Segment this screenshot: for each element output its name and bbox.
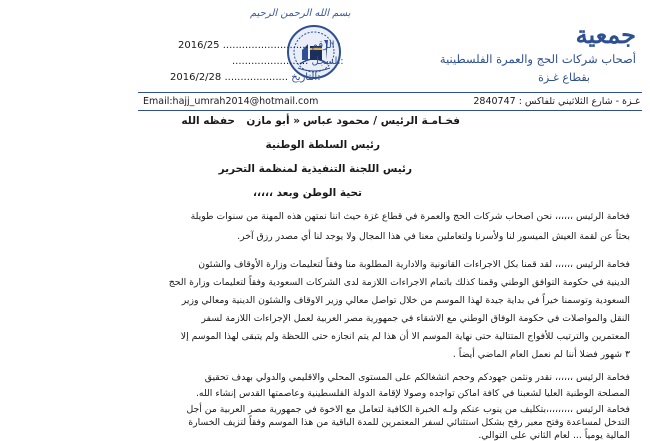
addressee-title-2: رئيس اللجنة التنفيذية لمنظمة التحرير [218,163,412,175]
paragraph-3-line: فخامة الرئيس ،،،،،، نقدر ونثمن جهودكم وحجم انشغالكم على المستوى المحلي والاقليمي والدولي بهدف تحقيق [204,372,630,383]
paragraph-4-line: التدخل لمساعدة وفتح معبر رفح بشكل استثنائي لسفر المعتمرين للمدة الباقية من هذا الموسم وفقاً لتزيف الخسارة [188,417,630,428]
registry-row: ........................ السجل: [232,56,344,67]
paragraph-4-line: فخامة الرئيس ،،،،،،،،،بتكليف من ينوب عنكم ولـه الخبرة الكافية لتعامل مع الاخوة في جمهورية مصر العربية من أجل [186,404,630,415]
header-divider-bottom [138,110,642,111]
org-subtitle: أصحاب شركات الحج والعمرة الفلسطينية [439,52,636,66]
paragraph-3-line: المصلحة الوطنية العليا لشعبنا في كافة اماكن تواجده وصولا لإقامة الدولة الفلسطينية وعاصمتها القدس إنشاء الله. [195,388,630,399]
paragraph-2-line: المعتمرين والترتيب للأفواج المتتالية حتى نهاية الموسم الا أن هذا لم يتم انجازه حتى اللحظة ولم يتبقى لهذا الموسم إلا [180,331,630,342]
bismillah: بسم الله الرحمن الرحيم [250,8,351,19]
paragraph-2-line: السعودية وتوسمنا خيراً في بداية جيدة لهذا الموسم من خلال تواصل معالي وزير الاوقاف والشئون الدينية ومعالي وزير [181,295,630,306]
address-line: غـزة - شارع الثلاثيني تلفاكس : 2840747 [473,96,640,107]
paragraph-2-line: ٣ شهور فضلا أننا لم نعمل العام الماضي أيضاً . [452,349,630,360]
addressee: فخـامـة الرئيس / محمود عباس [302,115,460,127]
org-region: بقطاع غـزة [538,71,590,84]
org-name: جمعية [575,20,636,49]
paragraph-4-line: المالية يومياً ... لعام الثاني على التوالي. [478,430,630,441]
paragraph-2-line: الدينية في حكومة التوافق الوطني وقمنا كذلك باتمام الاجراءات اللازمة لدى الشركات السعودية وفقاً لتعليمات وزارة الحج [168,277,630,288]
email-address: Email:hajj_umrah2014@hotmail.com [143,96,319,107]
addressee-kunya: « أبو مازن [246,115,300,127]
date-label: التاريخ: [291,72,321,83]
registry-label: السجل: [311,56,344,67]
addressee-title-1: رئيس السلطة الوطنية [265,139,380,151]
reference-row: 2016/25 ........................... الرقم : [178,40,342,51]
ref-value: 2016/25 [178,40,220,51]
paragraph-2-line: النقل والمواصلات في حكومة الوفاق الوطني مع الاشقاء في جمهورية مصر العربية لعمل الإجراءات اللازمة لسفر [201,313,630,324]
header-divider [138,92,642,93]
greeting: تحية الوطن وبعد ،،،،، [253,187,362,199]
paragraph-1-line: فخامة الرئيس ،،،،،، نحن اصحاب شركات الحج والعمرة في قطاع غزة حيث اننا نمتهن هذه المهنة من سنوات طويلة [190,211,630,222]
honorific: حفظه الله [181,115,235,127]
date-value: 2016/2/28 [170,72,222,83]
date-row: 2016/2/28 .................... التاريخ: [170,72,321,83]
ref-label: الرقم : [311,40,342,51]
paragraph-1-line: بحثاً عن لقمة العيش الميسور لنا ولأسرنا ولتعاملين معنا في هذا المجال ولا يوجد لنا أي مصدر رزق آخر. [237,231,630,242]
paragraph-2-line: فخامة الرئيس ،،،،،، لقد قمنا بكل الاجراءات القانونية والادارية المطلوبة منا وفقاً لتعليمات وزارة الأوقاف والشئون [198,259,630,270]
